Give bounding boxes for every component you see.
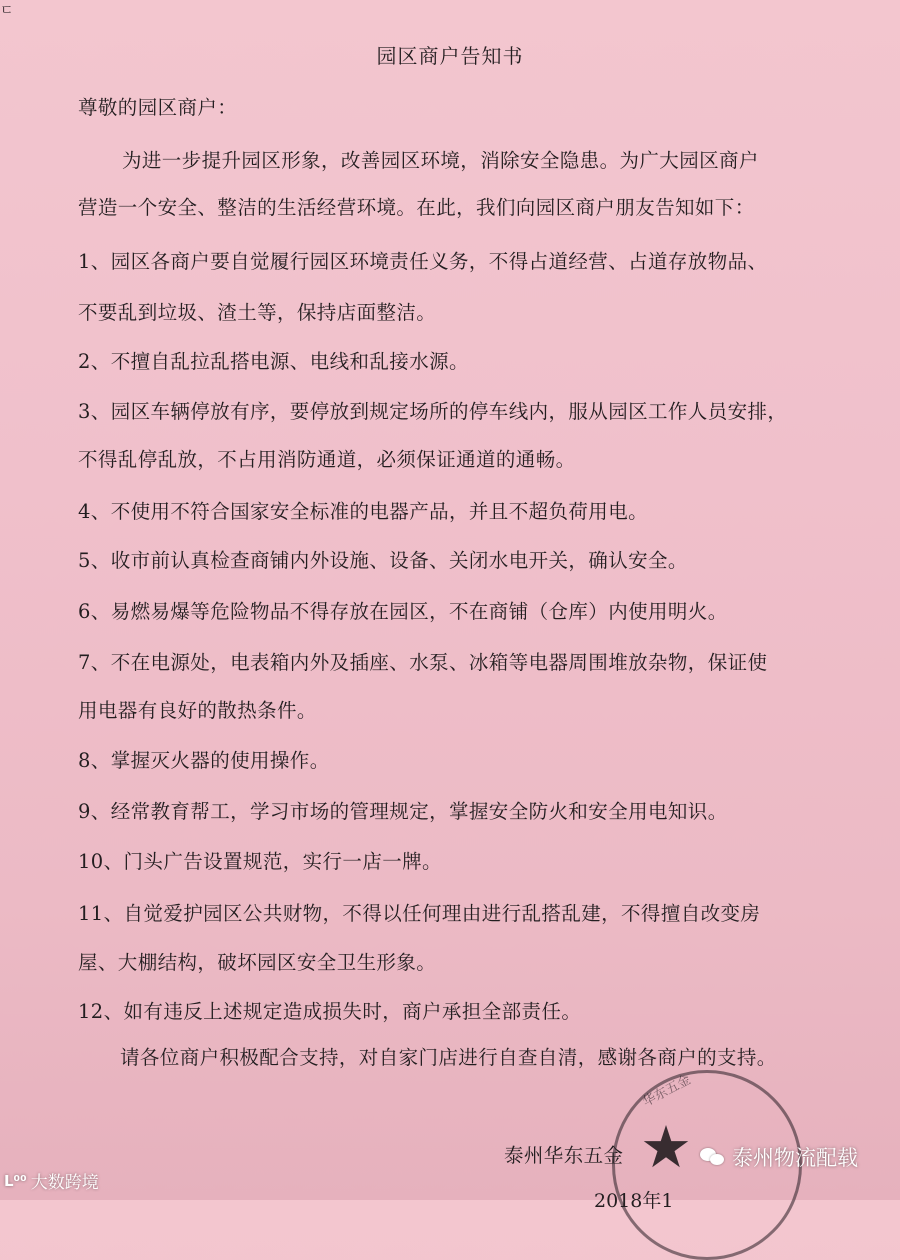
notice-line: 12、如有违反上述规定造成损失时，商户承担全部责任。 — [78, 1000, 582, 1023]
notice-line: 1、园区各商户要自觉履行园区环境责任义务，不得占道经营、占道存放物品、 — [78, 250, 768, 273]
corner-mark: ㄷ — [0, 3, 14, 19]
watermark-left — [4, 1168, 99, 1193]
notice-line: 不要乱到垃圾、渣土等，保持店面整洁。 — [78, 301, 437, 324]
watermark-right-text: 泰州物流配载 — [732, 1146, 858, 1170]
notice-line: 11、自觉爱护园区公共财物，不得以任何理由进行乱搭乱建，不得擅自改变房 — [78, 902, 761, 925]
notice-line: 6、易燃易爆等危险物品不得存放在园区，不在商铺（仓库）内使用明火。 — [78, 600, 728, 623]
closing-line: 请各位商户积极配合支持，对自家门店进行自查自清，感谢各商户的支持。 — [120, 1046, 777, 1069]
notice-line: 3、园区车辆停放有序，要停放到规定场所的停车线内，服从园区工作人员安排， — [78, 400, 788, 423]
notice-line: 屋、大棚结构，破坏园区安全卫生形象。 — [78, 951, 437, 974]
notice-line: 9、经常教育帮工，学习市场的管理规定，掌握安全防火和安全用电知识。 — [78, 800, 728, 823]
intro-line-1: 为进一步提升园区形象，改善园区环境，消除安全隐患。为广大园区商户 — [122, 149, 759, 172]
notice-line: 5、收市前认真检查商铺内外设施、设备、关闭水电开关，确认安全。 — [78, 549, 688, 572]
watermark-right — [700, 1142, 858, 1172]
notice-line: 7、不在电源处，电表箱内外及插座、水泵、冰箱等电器周围堆放杂物，保证使 — [78, 651, 768, 674]
notice-line: 用电器有良好的散热条件。 — [78, 699, 317, 722]
logo-icon: L⁰⁰ — [4, 1171, 27, 1190]
notice-line: 2、不擅自乱拉乱搭电源、电线和乱接水源。 — [78, 350, 469, 373]
seal-text: 华东五金 — [640, 1072, 694, 1111]
notice-date: 2018年1 — [594, 1190, 674, 1212]
watermark-left-text: 大数跨境 — [30, 1173, 99, 1193]
notice-title: 园区商户告知书 — [376, 44, 524, 68]
notice-line: 不得乱停乱放，不占用消防通道，必须保证通道的通畅。 — [78, 448, 576, 471]
notice-line: 8、掌握灭火器的使用操作。 — [78, 749, 330, 772]
notice-line: 4、不使用不符合国家安全标准的电器产品，并且不超负荷用电。 — [78, 500, 649, 523]
salutation: 尊敬的园区商户： — [78, 96, 238, 119]
seal-star-icon: ★ — [640, 1113, 692, 1181]
notice-line: 10、门头广告设置规范，实行一店一牌。 — [78, 850, 442, 873]
intro-line-2: 营造一个安全、整洁的生活经营环境。在此，我们向园区商户朋友告知如下： — [78, 196, 755, 219]
signer-name: 泰州华东五金 — [504, 1144, 624, 1167]
wechat-icon — [700, 1146, 726, 1168]
